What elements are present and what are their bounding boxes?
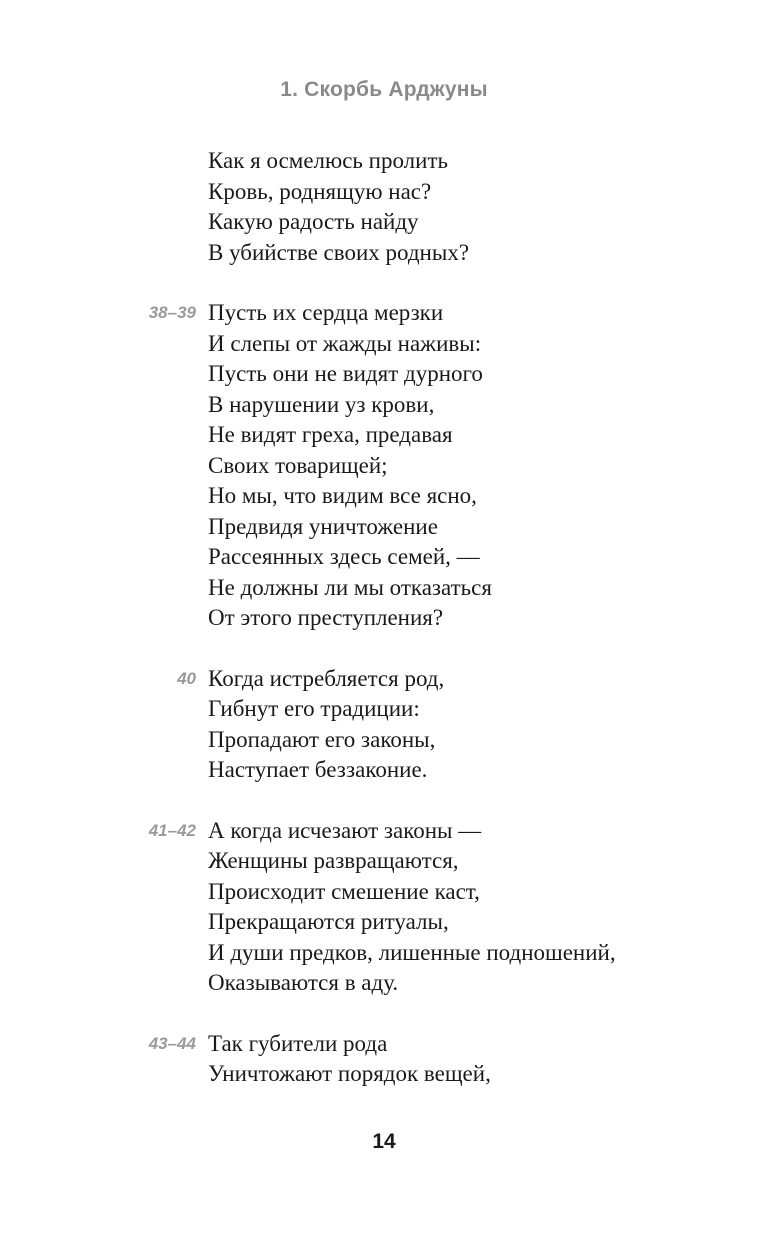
verse-line: Но мы, что видим все ясно, (208, 483, 477, 508)
verse-line: И слепы от жажды наживы: (208, 330, 482, 356)
verse-line: Своих товарищей; (208, 452, 388, 478)
verse-line: Какую радость найду (208, 209, 419, 234)
verse-line: Гибнут его традиции: (208, 696, 420, 721)
verse-line: Наступает беззаконие. (208, 757, 428, 782)
verse-line: От этого преступления? (208, 605, 444, 630)
stanza (0, 298, 768, 634)
verse-number: 43–44 (148, 1033, 196, 1053)
stanza (0, 1029, 768, 1090)
verse-line: Женщины развращаются, (208, 848, 459, 873)
verse-line: Пропадают его законы, (208, 726, 436, 752)
verse-number: 40 (177, 668, 196, 688)
verse-number: 38–39 (148, 303, 196, 322)
chapter-title: 1. Скорбь Арджуны (280, 78, 488, 101)
stanza (0, 664, 768, 786)
verse-line: Не должны ли мы отказаться (208, 574, 492, 600)
poem-text (0, 146, 768, 1120)
stanza (0, 146, 768, 268)
verse-number: 41–42 (148, 820, 196, 840)
verse-line: Не видят греха, предавая (208, 422, 453, 447)
verse-line: Предвидя уничтожение (208, 513, 438, 539)
verse-line: Происходит смешение каст, (208, 878, 480, 904)
verse-line: Уничтожают порядок вещей, (208, 1061, 491, 1086)
verse-line: И души предков, лишенные подношений, (208, 939, 616, 965)
verse-line: В нарушении уз крови, (208, 391, 435, 417)
verse-line: Когда истребляется род, (208, 665, 445, 691)
verse-line: Рассеянных здесь семей, — (208, 544, 480, 569)
verse-line: Так губители рода (208, 1030, 388, 1056)
verse-line: Прекращаются ритуалы, (208, 909, 449, 934)
verse-line: Оказываются в аду. (208, 970, 399, 995)
verse-line: Кровь, роднящую нас? (208, 178, 432, 204)
page-number: 14 (372, 1130, 396, 1153)
verse-line: В убийстве своих родных? (208, 239, 470, 265)
verse-line: Пусть они не видят дурного (208, 361, 483, 386)
verse-line: Пусть их сердца мерзки (208, 300, 444, 325)
stanza (0, 816, 768, 999)
verse-line: А когда исчезают законы — (208, 817, 482, 843)
verse-line: Как я осмелюсь пролить (208, 148, 448, 173)
